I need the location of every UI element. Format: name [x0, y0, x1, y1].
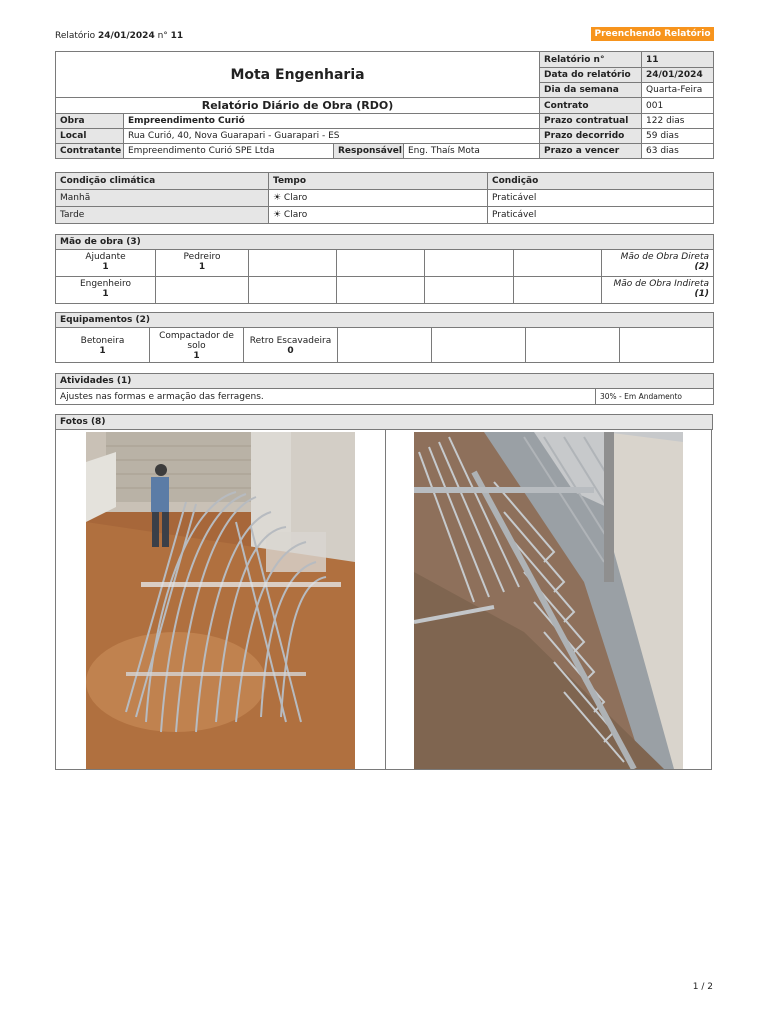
weather-header: Tempo: [269, 173, 488, 190]
equipment-title: Equipamentos (2): [56, 313, 714, 328]
weather-header: Condição: [488, 173, 714, 190]
info-label: Dia da semana: [540, 83, 642, 98]
labor-name: Ajudante: [85, 252, 126, 262]
contratante-label: Contratante: [56, 144, 124, 159]
site-photo-2[interactable]: [414, 432, 683, 769]
weather-tempo: [269, 207, 488, 224]
weather-period: Manhã: [56, 190, 269, 207]
site-photo-1[interactable]: [86, 432, 355, 769]
equipment-name: Retro Escavadeira: [249, 336, 332, 346]
info-table: [55, 51, 714, 159]
local-value: Rua Curió, 40, Nova Guarapari - Guarapari - ES: [124, 129, 540, 144]
page-number: 1 / 2: [692, 982, 713, 992]
report-no-label: n°: [157, 31, 168, 41]
info-value: 122 dias: [642, 114, 714, 129]
direct-labor: [602, 250, 714, 277]
rdo-title: Relatório Diário de Obra (RDO): [56, 98, 540, 114]
equipment-item: [56, 328, 150, 363]
equipment-count: 1: [193, 351, 200, 361]
indirect-labor: [602, 277, 714, 304]
report-number: 11: [170, 31, 184, 41]
labor-item: [56, 250, 156, 277]
equipment-item: [150, 328, 244, 363]
weather-period: Tarde: [56, 207, 269, 224]
labor-count: 1: [198, 262, 206, 272]
photos-header: [55, 414, 713, 430]
info-label: Data do relatório: [540, 68, 642, 83]
activities-title: Atividades (1): [56, 374, 714, 389]
labor-name: Engenheiro: [79, 279, 132, 289]
responsavel-label: Responsável: [334, 144, 404, 159]
labor-item: [156, 250, 249, 277]
contratante-value: Empreendimento Curió SPE Ltda: [124, 144, 334, 159]
labor-count: 1: [102, 262, 109, 272]
info-value: 24/01/2024: [642, 68, 714, 83]
activity-text: Ajustes nas formas e armação das ferragens.: [56, 389, 596, 405]
photos-grid: [55, 429, 712, 770]
labor-count: 1: [102, 289, 109, 299]
labor-name: Pedreiro: [183, 252, 221, 262]
info-label: Prazo contratual: [540, 114, 642, 129]
info-value: Quarta-Feira: [642, 83, 714, 98]
direct-labor-count: (2): [694, 262, 709, 272]
activities-table: [55, 373, 714, 405]
info-value: 001: [642, 98, 714, 114]
info-label: Prazo decorrido: [540, 129, 642, 144]
report-header-line: [55, 31, 183, 41]
info-value: 59 dias: [642, 129, 714, 144]
equipment-name: Betoneira: [80, 336, 125, 346]
info-label: Relatório n°: [540, 52, 642, 68]
weather-tempo: [269, 190, 488, 207]
labor-item: [56, 277, 156, 304]
info-label: Contrato: [540, 98, 642, 114]
sun-icon: ☀ Claro: [273, 210, 308, 220]
obra-label: Obra: [56, 114, 124, 129]
sun-icon: ☀ Claro: [273, 193, 308, 203]
info-value: 63 dias: [642, 144, 714, 159]
weather-table: [55, 172, 714, 224]
responsavel-value: Eng. Thaís Mota: [404, 144, 540, 159]
status-badge[interactable]: Preenchendo Relatório: [591, 27, 714, 41]
report-date: 24/01/2024: [98, 31, 155, 41]
weather-condition: Praticável: [488, 207, 714, 224]
labor-title: Mão de obra (3): [56, 235, 714, 250]
equipment-count: 0: [287, 346, 294, 356]
info-value: 11: [642, 52, 714, 68]
photos-title: Fotos (8): [56, 415, 713, 430]
activity-progress: 30% - Em Andamento: [596, 389, 714, 405]
obra-value: Empreendimento Curió: [124, 114, 540, 129]
local-label: Local: [56, 129, 124, 144]
equipment-count: 1: [99, 346, 106, 356]
labor-table: [55, 234, 714, 304]
info-label: Prazo a vencer: [540, 144, 642, 159]
direct-labor-label: Mão de Obra Direta: [620, 252, 709, 262]
weather-condition: Praticável: [488, 190, 714, 207]
equipment-name: Compactador de solo: [159, 331, 234, 351]
report-label: Relatório: [55, 31, 96, 41]
indirect-labor-count: (1): [694, 289, 709, 299]
indirect-labor-label: Mão de Obra Indireta: [613, 279, 709, 289]
equipment-table: [55, 312, 714, 363]
equipment-item: [244, 328, 338, 363]
weather-header: Condição climática: [56, 173, 269, 190]
company-name: Mota Engenharia: [56, 52, 540, 98]
